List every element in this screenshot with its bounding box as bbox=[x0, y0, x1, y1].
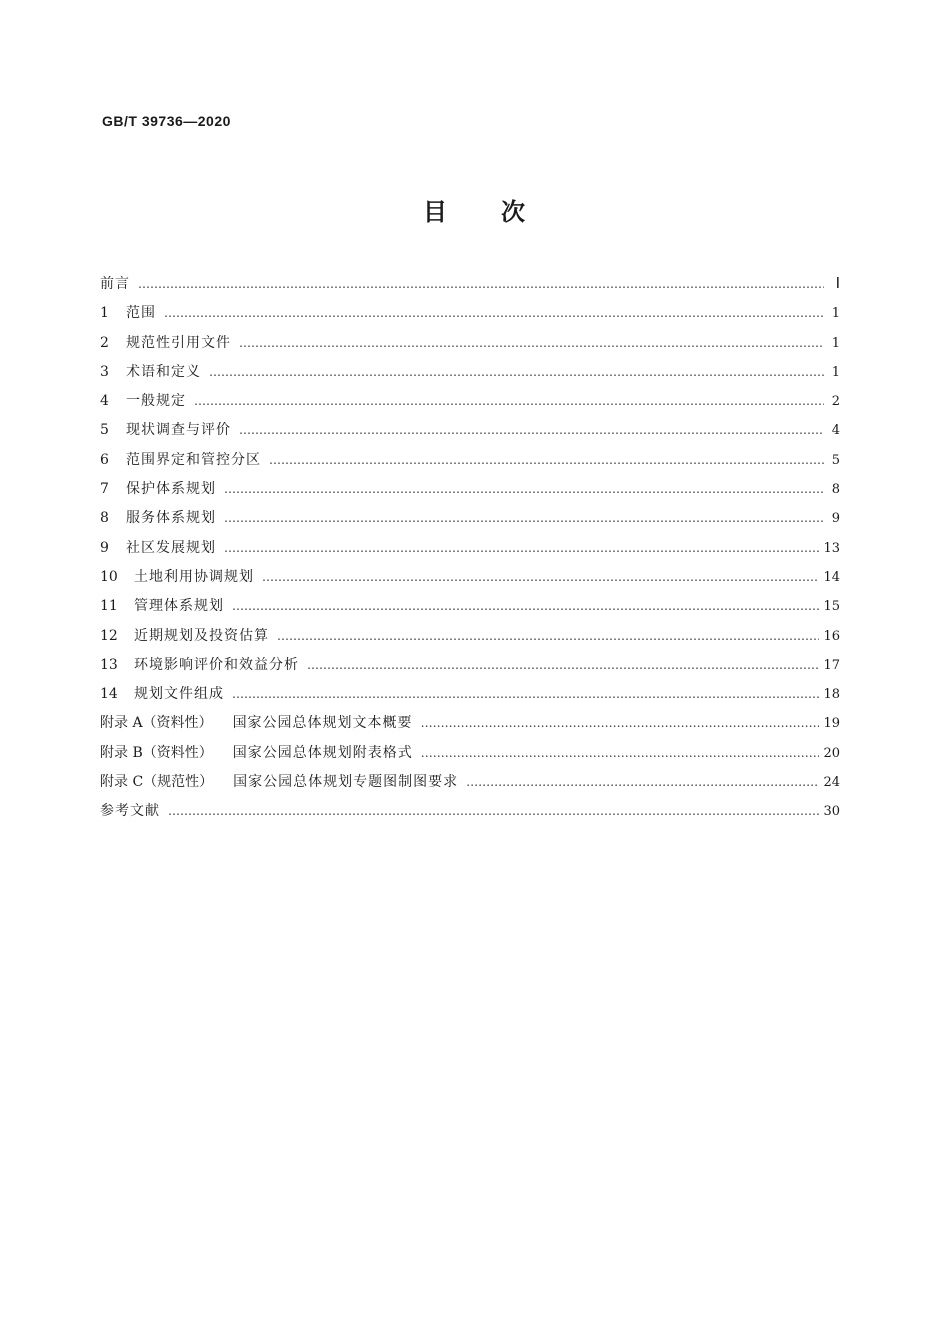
toc-number: 5 bbox=[100, 422, 109, 439]
toc-entry-9[interactable] bbox=[100, 534, 840, 563]
toc-leader bbox=[239, 416, 824, 445]
toc-entry-13[interactable] bbox=[100, 651, 840, 680]
toc-leader bbox=[168, 797, 819, 826]
toc-page-number: Ⅰ bbox=[835, 276, 840, 292]
toc-label: 一般规定 bbox=[126, 393, 186, 410]
toc-leader bbox=[262, 563, 819, 592]
toc-leader bbox=[224, 504, 824, 533]
toc-entry-4[interactable] bbox=[100, 387, 840, 416]
toc-page-number: 5 bbox=[831, 452, 840, 468]
toc-number: 9 bbox=[100, 539, 109, 556]
standard-code: GB/T 39736—2020 bbox=[102, 113, 231, 129]
toc-label: 术语和定义 bbox=[126, 363, 201, 380]
toc-entry-appendix-a[interactable] bbox=[100, 709, 840, 738]
toc-entry-12[interactable] bbox=[100, 622, 840, 651]
toc-leader bbox=[421, 709, 820, 738]
toc-label: 保护体系规划 bbox=[126, 481, 216, 498]
toc-entry-11[interactable] bbox=[100, 592, 840, 621]
toc-label: 国家公园总体规划文本概要 bbox=[232, 715, 413, 732]
toc-entry-appendix-c[interactable] bbox=[100, 768, 840, 797]
toc-label: 服务体系规划 bbox=[126, 510, 216, 527]
toc-leader bbox=[224, 534, 819, 563]
toc-page-number: 4 bbox=[831, 423, 840, 439]
toc-leader bbox=[224, 475, 824, 504]
toc-page-number: 9 bbox=[831, 511, 840, 527]
toc-entry-3[interactable] bbox=[100, 358, 840, 387]
toc-number: 7 bbox=[100, 481, 109, 498]
toc-number: 10 bbox=[100, 568, 118, 585]
toc-label: 国家公园总体规划附表格式 bbox=[232, 744, 413, 761]
toc-page-number: 20 bbox=[823, 745, 840, 761]
toc-entry-1[interactable] bbox=[100, 299, 840, 328]
toc-label: 范围界定和管控分区 bbox=[126, 451, 261, 468]
toc-page-number: 1 bbox=[831, 364, 840, 380]
toc-label: 前言 bbox=[100, 276, 130, 292]
toc-entry-7[interactable] bbox=[100, 475, 840, 504]
toc-leader bbox=[421, 739, 820, 768]
toc-page-number: 24 bbox=[823, 775, 840, 791]
toc-label: 社区发展规划 bbox=[126, 539, 216, 556]
page-title: 目 次 bbox=[423, 198, 527, 226]
toc-leader bbox=[164, 299, 824, 328]
toc-number: 6 bbox=[100, 451, 109, 468]
toc-page-number: 16 bbox=[823, 628, 840, 644]
toc-label: 土地利用协调规划 bbox=[134, 568, 254, 585]
toc-leader bbox=[239, 329, 824, 358]
toc-leader bbox=[232, 592, 819, 621]
toc-page-number: 19 bbox=[823, 716, 840, 732]
toc-entry-5[interactable] bbox=[100, 416, 840, 445]
toc-label: 近期规划及投资估算 bbox=[134, 627, 269, 644]
toc-leader bbox=[269, 446, 824, 475]
toc-number: 8 bbox=[100, 510, 109, 527]
toc-page-number: 30 bbox=[823, 804, 840, 820]
toc-page-number: 14 bbox=[823, 569, 840, 585]
toc-number: 13 bbox=[100, 656, 118, 673]
toc-entry-foreword[interactable] bbox=[100, 270, 840, 299]
toc-leader bbox=[209, 358, 824, 387]
toc-page-number: 13 bbox=[823, 540, 840, 556]
toc-entry-2[interactable] bbox=[100, 329, 840, 358]
toc-leader bbox=[277, 622, 819, 651]
toc-number: 4 bbox=[100, 393, 109, 410]
toc-number: 12 bbox=[100, 627, 118, 644]
toc-page-number: 18 bbox=[823, 687, 840, 703]
toc-leader bbox=[232, 680, 819, 709]
toc-page-number: 1 bbox=[831, 335, 840, 351]
toc-label: 范围 bbox=[126, 305, 156, 322]
toc-entry-appendix-b[interactable] bbox=[100, 739, 840, 768]
toc-page-number: 2 bbox=[831, 394, 840, 410]
toc-number: 2 bbox=[100, 334, 109, 351]
toc-page-number: 8 bbox=[831, 482, 840, 498]
toc-label: 管理体系规划 bbox=[134, 598, 224, 615]
toc-leader bbox=[138, 270, 824, 299]
toc-number: 14 bbox=[100, 686, 118, 703]
toc-number: 附录 B（资料性） bbox=[100, 744, 213, 761]
toc-leader bbox=[194, 387, 824, 416]
toc-number: 附录 C（规范性） bbox=[100, 774, 214, 791]
toc-leader bbox=[466, 768, 819, 797]
toc-page-number: 1 bbox=[831, 306, 840, 322]
toc-label: 规划文件组成 bbox=[134, 686, 224, 703]
toc-label: 环境影响评价和效益分析 bbox=[134, 656, 299, 673]
toc-label: 参考文献 bbox=[100, 803, 160, 820]
toc-entry-14[interactable] bbox=[100, 680, 840, 709]
toc-entry-6[interactable] bbox=[100, 446, 840, 475]
toc-page-number: 15 bbox=[823, 599, 840, 615]
toc-page-number: 17 bbox=[823, 657, 840, 673]
toc-number: 3 bbox=[100, 363, 109, 380]
toc-number: 附录 A（资料性） bbox=[100, 715, 213, 732]
toc-entry-8[interactable] bbox=[100, 504, 840, 533]
table-of-contents bbox=[100, 270, 840, 827]
toc-leader bbox=[307, 651, 819, 680]
toc-label: 现状调查与评价 bbox=[126, 422, 231, 439]
toc-label: 规范性引用文件 bbox=[126, 334, 231, 351]
toc-number: 1 bbox=[100, 305, 109, 322]
toc-label: 国家公园总体规划专题图制图要求 bbox=[233, 774, 459, 791]
toc-number: 11 bbox=[100, 598, 118, 615]
toc-entry-10[interactable] bbox=[100, 563, 840, 592]
toc-entry-references[interactable] bbox=[100, 797, 840, 826]
